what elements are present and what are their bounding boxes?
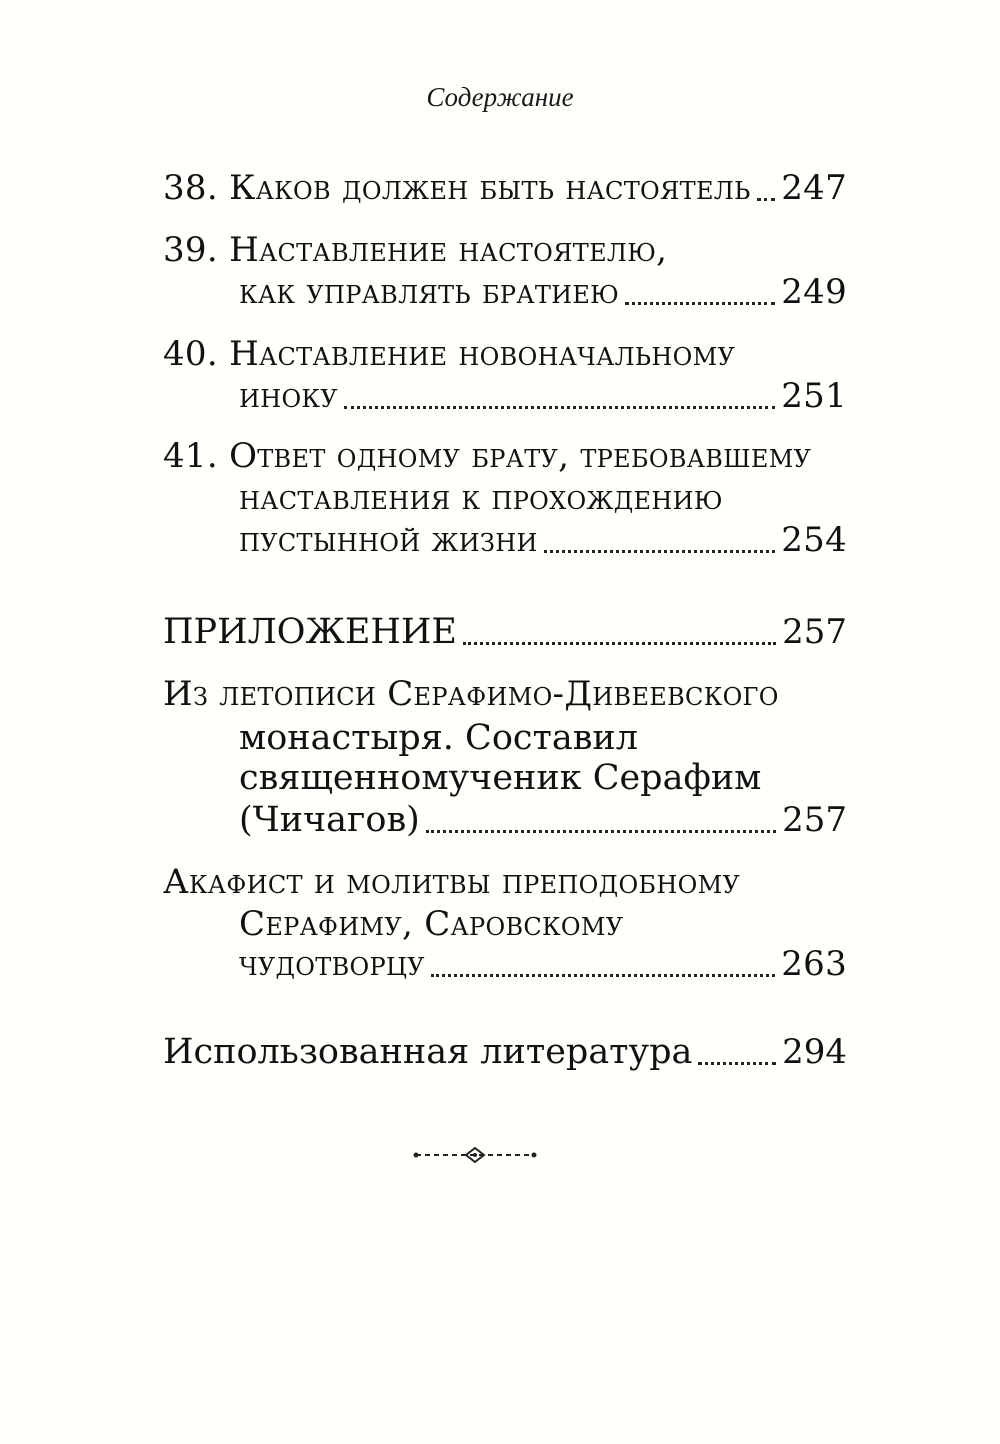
toc-page-number: 257 <box>782 800 847 840</box>
toc-entry-41-line-1 <box>163 436 811 480</box>
toc-entry-38 <box>163 168 847 212</box>
dot-leader <box>757 198 776 201</box>
dot-leader <box>625 302 775 305</box>
toc-entry-title-continued: чудотворцу <box>239 944 425 984</box>
toc-entry-chronicle-line-2 <box>239 718 638 762</box>
toc-page-number: 251 <box>781 376 847 416</box>
dot-leader <box>544 550 775 553</box>
dot-leader <box>431 974 775 977</box>
toc-entry-41-line-3 <box>239 520 847 564</box>
dot-leader <box>463 642 776 645</box>
toc-entry-39-line-2 <box>239 272 847 316</box>
toc-entry-chronicle-line-3 <box>239 758 761 802</box>
toc-entry-title-continued: священномученик Серафим <box>239 758 762 798</box>
dot-leader <box>344 406 775 409</box>
toc-page-number: 247 <box>781 168 847 208</box>
toc-entry-40-line-2 <box>239 376 847 420</box>
toc-entry-title: ПРИЛОЖЕНИЕ <box>163 612 457 652</box>
toc-entry-title-continued: монастыря. Составил <box>239 718 638 758</box>
toc-page-number: 257 <box>782 612 847 652</box>
toc-page-number: 294 <box>782 1032 847 1072</box>
toc-page-number: 254 <box>781 520 847 560</box>
toc-entry-title: Из летописи Серафимо-Дивеевского <box>163 674 779 714</box>
toc-entry-39-line-1 <box>163 230 667 274</box>
toc-entry-title-continued: (Чичагов) <box>239 800 420 840</box>
toc-entry-title-continued: пустынной жизни <box>239 520 538 560</box>
toc-entry-41-line-2 <box>239 478 723 522</box>
toc-entry-title: 40. Наставление новоначальному <box>163 334 736 374</box>
toc-entry-title-continued: Серафиму, Саровскому <box>239 904 624 944</box>
toc-entry-title: 41. Ответ одному брату, требовавшему <box>163 436 812 476</box>
toc-entry-title-continued: как управлять братиею <box>239 272 620 312</box>
dot-leader <box>698 1062 776 1065</box>
fleuron-divider-icon <box>412 1143 538 1167</box>
toc-entry-title: 38. Каков должен быть настоятель <box>163 168 751 208</box>
toc-entry-akathist-line-3 <box>239 944 847 988</box>
toc-entry-title: Акафист и молитвы преподобному <box>163 862 741 902</box>
running-header: Содержание <box>426 82 574 112</box>
toc-entry-appendix <box>163 612 847 656</box>
toc-entry-chronicle-line-1 <box>163 674 779 718</box>
toc-entry-40-line-1 <box>163 334 735 378</box>
toc-entry-title-continued: наставления к прохождению <box>239 478 723 518</box>
toc-page-number: 263 <box>781 944 847 984</box>
toc-entry-title-continued: иноку <box>239 376 338 416</box>
toc-entry-akathist-line-1 <box>163 862 740 906</box>
toc-entry-title: Использованная литература <box>163 1032 693 1072</box>
toc-entry-akathist-line-2 <box>239 904 623 948</box>
toc-entry-chronicle-line-4 <box>239 800 847 844</box>
toc-entry-literature <box>163 1032 847 1076</box>
toc-page-number: 249 <box>781 272 847 312</box>
toc-entry-title: 39. Наставление настоятелю, <box>163 230 668 270</box>
dot-leader <box>426 830 776 833</box>
